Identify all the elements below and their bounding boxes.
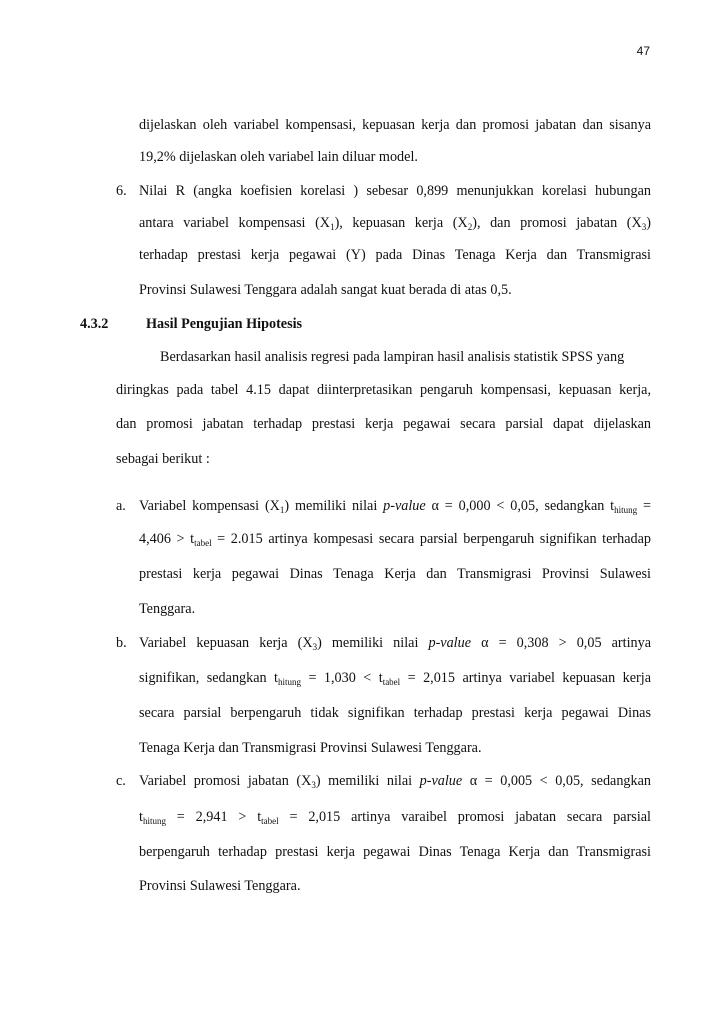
text-line: Tenggara. bbox=[139, 601, 196, 617]
list-number: 6. bbox=[116, 183, 127, 199]
text-line: Nilai R (angka koefisien korelasi ) sebesar 0,899 menunjukkan korelasi hubungan bbox=[139, 183, 651, 199]
section-title: Hasil Pengujian Hipotesis bbox=[146, 316, 303, 332]
text-line: Provinsi Sulawesi Tenggara adalah sangat kuat berada di atas 0,5. bbox=[139, 282, 512, 298]
text-line: $t_{hitung} = 2,941 > t_{tabel} = 2,015$ artinya varaibel promosi jabatan secara parsial bbox=[139, 809, 651, 826]
text-line: Tenaga Kerja dan Transmigrasi Provinsi Sulawesi Tenggara. bbox=[139, 740, 482, 756]
text-line: prestasi kerja pegawai Dinas Tenaga Kerja dan Transmigrasi Provinsi Sulawesi bbox=[139, 566, 651, 582]
text-line: Variabel kepuasan kerja $(X_3)$ memiliki nilai p-value α = 0,308 > 0,05 artinya bbox=[139, 635, 651, 652]
text-line: terhadap prestasi kerja pegawai (Y) pada Dinas Tenaga Kerja dan Transmigrasi bbox=[139, 247, 651, 263]
text-line: signifikan, sedangkan $t_{hitung} = 1,030 < t_{tabel} = 2,015$ artinya variabel kepuasan kerja bbox=[139, 670, 651, 687]
list-letter: a. bbox=[116, 498, 126, 514]
page-number: 47 bbox=[636, 44, 650, 58]
list-letter: c. bbox=[116, 773, 126, 789]
text-line: 19,2% dijelaskan oleh variabel lain diluar model. bbox=[139, 149, 418, 165]
text-line: antara variabel kompensasi $(X_1)$, kepuasan kerja $(X_2)$, dan promosi jabatan $(X_3)$ bbox=[139, 215, 651, 232]
text-line: Variabel promosi jabatan $(X_3)$ memiliki nilai p-value α = 0,005 < 0,05, sedangkan bbox=[139, 773, 652, 790]
text-line: Provinsi Sulawesi Tenggara. bbox=[139, 878, 301, 894]
text-line: dijelaskan oleh variabel kompensasi, kepuasan kerja dan promosi jabatan dan sisanya bbox=[139, 117, 651, 133]
paragraph-line: diringkas pada tabel 4.15 dapat diinterpretasikan pengaruh kompensasi, kepuasan kerja, bbox=[116, 382, 651, 398]
paragraph-line: sebagai berikut : bbox=[116, 451, 210, 467]
section-number: 4.3.2 bbox=[80, 316, 109, 332]
list-letter: b. bbox=[116, 635, 127, 651]
text-line: secara parsial berpengaruh tidak signifikan terhadap prestasi kerja pegawai Dinas bbox=[139, 705, 651, 721]
paragraph-line: dan promosi jabatan terhadap prestasi kerja pegawai secara parsial dapat dijelaskan bbox=[116, 416, 651, 432]
text-line: $4,406 > t_{tabel} = 2.015$ artinya kompesasi secara parsial berpengaruh signifikan terhadap bbox=[139, 531, 651, 548]
text-line: berpengaruh terhadap prestasi kerja pegawai Dinas Tenaga Kerja dan Transmigrasi bbox=[139, 844, 651, 860]
paragraph-line: Berdasarkan hasil analisis regresi pada lampiran hasil analisis statistik SPSS yang bbox=[160, 349, 625, 365]
text-line: Variabel kompensasi $(X_1)$ memiliki nilai p-value α = 0,000 < 0,05, sedangkan $t_{hitung}$ = bbox=[139, 498, 652, 515]
